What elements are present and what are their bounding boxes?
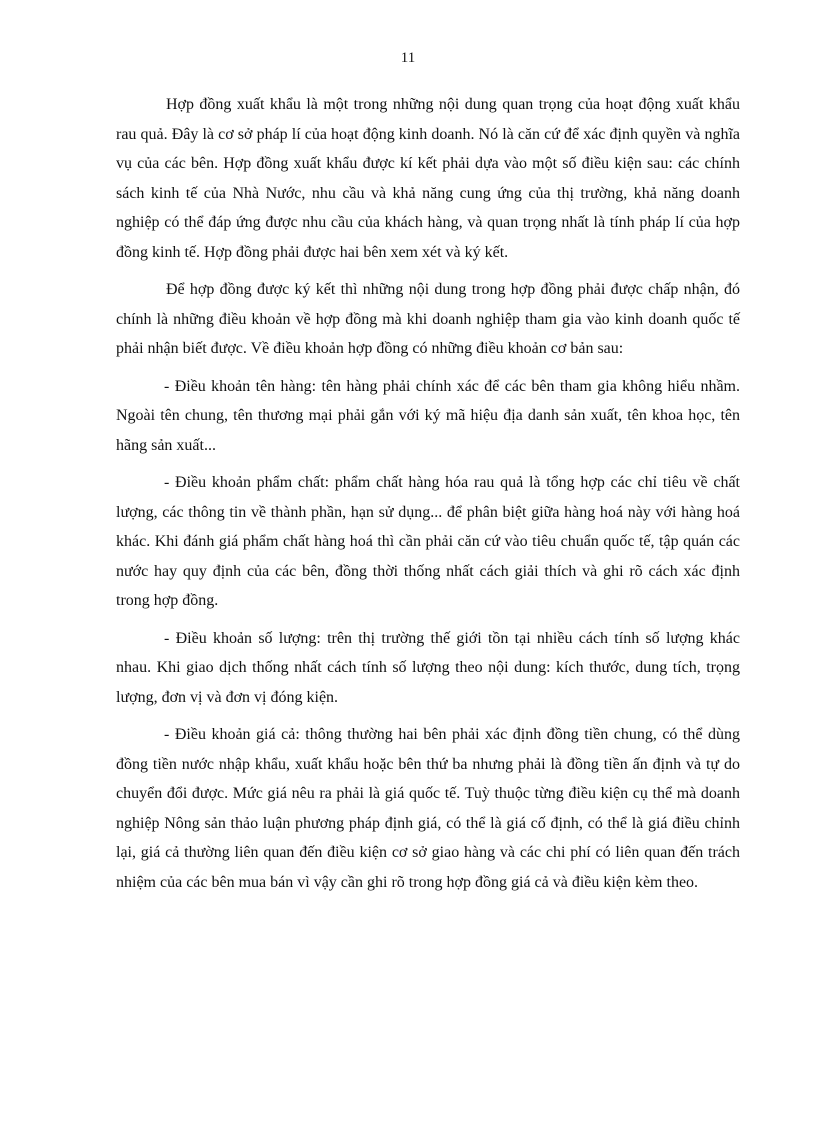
paragraph-term-quality: - Điều khoản phẩm chất: phẩm chất hàng hóa rau quả là tổng hợp các chỉ tiêu về chất lượng, các thông tin về thành phần, hạn sử dụng... để phân biệt giữa hàng hoá này với hàng hoá khác. Khi đánh giá phẩm chất hàng hoá thì cần phải căn cứ vào tiêu chuẩn quốc tế, tập quán các nước hay quy định của các bên, đồng thời thống nhất cách giải thích và ghi rõ cách xác định trong hợp đồng. [116, 474, 740, 609]
paragraph-export-contract: Hợp đồng xuất khẩu là một trong những nội dung quan trọng của hoạt động xuất khẩu rau quả. Đây là cơ sở pháp lí của hoạt động kinh doanh. Nó là căn cứ để xác định quyền và nghĩa vụ của các bên. Hợp đồng xuất khẩu được kí kết phải dựa vào một số điều kiện sau: các chính sách kinh tế của Nhà Nước, nhu cầu và khả năng cung ứng của thị trường, khả năng doanh nghiệp có thể đáp ứng được nhu cầu của khách hàng, và quan trọng nhất là tính pháp lí của hợp đồng kinh tế. Hợp đồng phải được hai bên xem xét và ký kết. [116, 96, 740, 261]
paragraph-term-price: - Điều khoản giá cả: thông thường hai bên phải xác định đồng tiền chung, có thể dùng đồng tiền nước nhập khẩu, xuất khẩu hoặc bên thứ ba nhưng phải là đồng tiền ấn định và tự do chuyển đổi được. Mức giá nêu ra phải là giá quốc tế. Tuỳ thuộc từng điều kiện cụ thể mà doanh nghiệp Nông sản thảo luận phương pháp định giá, có thể là giá cố định, có thể là giá điều chỉnh lại, giá cả thường liên quan đến điều kiện cơ sở giao hàng và các chi phí có liên quan đến trách nhiệm của các bên mua bán vì vậy cần ghi rõ trong hợp đồng giá cả và điều kiện kèm theo. [116, 726, 740, 891]
body-text [116, 90, 740, 905]
page-number: 11 [400, 50, 416, 66]
paragraph-term-goods-name: - Điều khoản tên hàng: tên hàng phải chính xác để các bên tham gia không hiểu nhầm. Ngoài tên chung, tên thương mại phải gắn với ký mã hiệu địa danh sản xuất, tên khoa học, tên hãng sản xuất... [116, 377, 740, 454]
paragraph-contract-terms: Để hợp đồng được ký kết thì những nội dung trong hợp đồng phải được chấp nhận, đó chính là những điều khoản về hợp đồng mà khi doanh nghiệp tham gia vào kinh doanh quốc tế phải nhận biết được. Về điều khoản hợp đồng có những điều khoản cơ bản sau: [116, 281, 740, 357]
paragraph-term-quantity: - Điều khoản số lượng: trên thị trường thế giới tồn tại nhiều cách tính số lượng khác nhau. Khi giao dịch thống nhất cách tính số lượng theo nội dung: kích thước, dung tích, trọng lượng, đơn vị và đơn vị đóng kiện. [116, 629, 740, 706]
